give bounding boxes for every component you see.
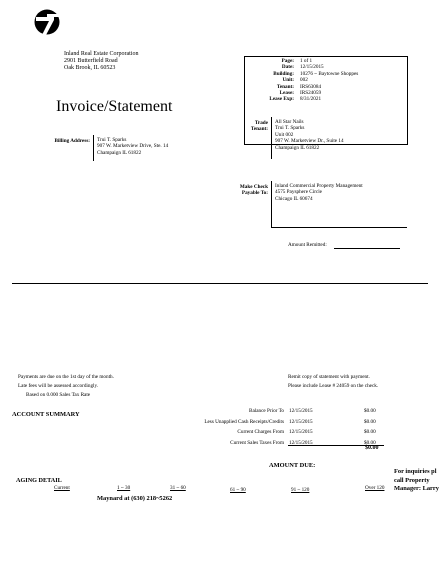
aging-bucket-61-90: 61 ~ 90: [230, 487, 246, 493]
aging-bucket-over-120: Over 120: [365, 485, 385, 491]
info-label-tenant: Tenant:: [276, 83, 294, 90]
trade-line: Trui T. Sparks: [275, 125, 305, 132]
amount-due-label: AMOUNT DUE:: [269, 462, 316, 469]
billing-divider: [93, 135, 94, 161]
summary-date: 12/15/2015: [289, 429, 313, 435]
payable-divider: [271, 181, 272, 227]
info-label-lease: Lease:: [279, 90, 294, 97]
trade-line: Champaign IL 61822: [275, 144, 320, 151]
summary-label: Current Charges From: [237, 429, 284, 435]
trade-line: Unit 002: [275, 131, 294, 138]
payment-notes: [18, 373, 114, 400]
separator-line: [12, 283, 428, 284]
summary-label: Balance Prior To: [249, 408, 284, 414]
info-label-lease-exp: Lease Exp:: [269, 96, 294, 103]
summary-amount: $0.00: [364, 408, 376, 414]
summary-row: [150, 438, 376, 449]
payable-line: 4575 Paysphere Circle: [275, 189, 322, 196]
trade-tenant-label: [228, 120, 268, 133]
amount-remitted-label: Amount Remitted:: [288, 242, 327, 248]
billing-label: Billing Address:: [54, 138, 90, 144]
header-info-list: [244, 58, 394, 103]
summary-row: [150, 427, 376, 438]
payable-label-1: Make Check: [239, 184, 268, 190]
aging-detail-title: AGING DETAIL: [16, 477, 62, 484]
aging-bucket-1-30: 1 ~ 30: [117, 485, 131, 491]
company-address: [64, 51, 138, 72]
note-line: Based on 0.000 Sales Tax Rate: [26, 392, 91, 398]
summary-amount: $0.00: [364, 418, 376, 425]
company-city: Oak Brook, IL 60523: [64, 65, 116, 71]
trade-label-1: Trade: [254, 120, 268, 126]
note-line: Late fees will be assessed accordingly.: [18, 383, 99, 389]
aging-bucket-current: Current: [54, 485, 70, 491]
summary-date: 12/15/2015: [289, 408, 313, 414]
company-name: Inland Real Estate Corporation: [64, 51, 139, 57]
trade-label-2: Tenant:: [250, 126, 268, 133]
summary-label: Current Sales Taxes From: [230, 439, 284, 446]
info-value-date: 12/15/2015: [300, 64, 324, 71]
billing-line: Trui T. Sparks: [97, 137, 127, 143]
summary-amount: $0.00: [364, 429, 376, 435]
payable-line: Chicago IL 60674: [275, 195, 313, 202]
billing-address: [97, 137, 168, 156]
trade-divider: [271, 117, 272, 159]
payable-line: Inland Commercial Property Management: [275, 183, 363, 189]
billing-line: Champaign IL 61822: [97, 149, 142, 156]
payable-label: [218, 184, 268, 197]
inquiry-line: call Property: [394, 476, 430, 484]
trade-tenant-block: [275, 119, 344, 151]
trade-line: 907 W. Marketview Dr., Suite 14: [275, 138, 344, 145]
billing-line: 907 W. Marketview Drive, Ste. 14: [97, 143, 169, 150]
aging-bucket-31-60: 31 ~ 60: [170, 485, 186, 491]
summary-table: [150, 406, 376, 448]
inquiry-note: [394, 468, 439, 494]
info-label-page: Page:: [281, 58, 294, 64]
info-value-tenant: IRS63084: [300, 83, 322, 90]
summary-total: $0.00: [365, 445, 379, 451]
account-summary-title: ACCOUNT SUMMARY: [12, 411, 80, 418]
info-label-unit: Unit:: [282, 77, 294, 84]
info-row-lease-exp: [244, 96, 394, 102]
info-label-date: Date:: [281, 64, 294, 71]
summary-label: Less Unapplied Cash Receipts/Credits: [204, 418, 284, 425]
company-street: 2901 Butterfield Road: [64, 58, 118, 64]
remit-notes: [288, 373, 378, 391]
inquiry-line: For inquiries pl: [394, 468, 437, 475]
payable-label-2: Payable To:: [241, 190, 268, 197]
note-line: Payments are due on the 1st day of the month.: [18, 374, 114, 380]
info-value-lease-exp: 8/31/2021: [300, 96, 322, 103]
page-title: Invoice/Statement: [56, 98, 173, 115]
info-value-building: 10276 ~ Baytowne Shoppes: [300, 70, 359, 77]
summary-row: [150, 417, 376, 428]
contact-phone: Maynard at (630) 218~5262: [97, 495, 173, 502]
summary-amount: $0.00: [364, 439, 376, 446]
amount-remitted-field[interactable]: [334, 248, 400, 249]
payable-block: [275, 183, 363, 202]
info-label-building: Building:: [273, 70, 294, 77]
aging-bucket-91-120: 91 ~ 120: [291, 487, 310, 493]
trade-line: All Star Nails: [275, 119, 304, 125]
remit-line: Please include Lease # 24059 on the check.: [288, 383, 379, 389]
remit-line: Remit copy of statement with payment.: [288, 374, 370, 380]
inquiry-line: Manager: Larry: [394, 485, 439, 492]
info-value-page: 1 of 1: [300, 58, 313, 64]
payable-underline: [271, 227, 407, 228]
summary-date: 12/15/2015: [289, 418, 313, 425]
summary-row: [150, 406, 376, 417]
company-logo-icon: [33, 8, 61, 36]
summary-date: 12/15/2015: [289, 439, 313, 446]
info-value-unit: 002: [300, 77, 308, 84]
info-value-lease: IRS24059: [300, 90, 322, 97]
